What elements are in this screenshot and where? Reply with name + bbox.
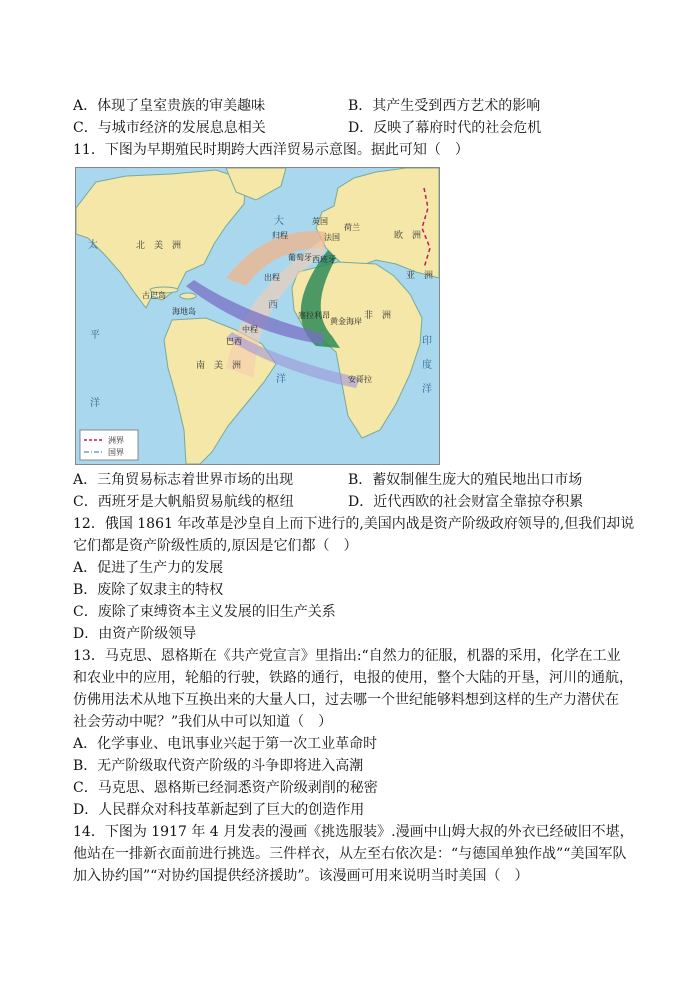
ocean-label-atlantic-1: 大	[274, 216, 284, 227]
label-asia: 亚 洲	[406, 271, 434, 281]
ocean-label-indian-3: 洋	[422, 384, 432, 395]
label-europe: 欧 洲	[394, 231, 422, 241]
q12-stem-line1: 12．俄国 1861 年改革是沙皇自上而下进行的,美国内战是资产阶级政府领导的,但我们却说	[73, 516, 635, 532]
label-portugal: 葡萄牙	[288, 253, 312, 262]
q13-option-c: C．马克思、恩格斯已经洞悉资产阶级剥削的秘密	[73, 780, 378, 796]
ocean-label-pacific-1: 太	[88, 240, 98, 251]
q10-option-c: C．与城市经济的发展息息相关	[73, 120, 266, 136]
q13-stem-line3: 仿佛用法术从地下互换出来的大量人口，过去哪一个世纪能够料想到这样的生产力潜伏在	[73, 692, 619, 708]
label-angola: 安哥拉	[348, 375, 372, 384]
atlantic-trade-map	[75, 167, 440, 465]
q11-option-a: A．三角贸易标志着世界市场的出现	[73, 472, 294, 488]
legend-country-boundary: 国界	[108, 448, 124, 457]
ocean-label-indian-1: 印	[422, 336, 432, 347]
q14-stem-line2: 他站在一排新衣面前进行挑选。三件样衣，从左至右依次是：“与德国单独作战”“美国军队	[73, 846, 627, 862]
label-route-middle: 中程	[242, 325, 258, 334]
q13-option-a: A．化学事业、电讯事业兴起于第一次工业革命时	[73, 736, 378, 752]
label-gold-coast: 黄金海岸	[330, 317, 362, 326]
ocean-label-atlantic-2: 西	[268, 300, 278, 311]
q14-stem-line3: 加入协约国”“对协约国提供经济援助”。该漫画可用来说明当时美国（ ）	[73, 868, 529, 884]
q14-stem-line1: 14．下图为 1917 年 4 月发表的漫画《挑选服装》.漫画中山姆大叔的外衣已经破旧不堪，	[73, 824, 634, 840]
label-france: 法国	[324, 233, 340, 242]
label-africa: 非 洲	[364, 311, 392, 321]
q10-option-d: D．反映了幕府时代的社会危机	[348, 120, 542, 136]
map-svg	[76, 168, 439, 464]
label-sierra-leone: 塞拉利昂	[298, 311, 330, 320]
q12-option-a: A．促进了生产力的发展	[73, 560, 224, 576]
q12-option-b: B．废除了奴隶主的特权	[73, 582, 224, 598]
q12-option-d: D．由资产阶级领导	[73, 626, 197, 642]
label-brazil: 巴西	[226, 337, 242, 346]
q10-option-a: A．体现了皇室贵族的审美趣味	[73, 98, 266, 114]
q13-stem-line1: 13．马克思、恩格斯在《共产党宣言》里指出:“自然力的征服，机器的采用，化学在工业	[73, 648, 621, 664]
q11-stem: 11．下图为早期殖民时期跨大西洋贸易示意图。据此可知（ ）	[73, 142, 469, 158]
ocean-label-pacific-3: 洋	[90, 398, 100, 409]
ocean-label-pacific-2: 平	[90, 330, 100, 341]
label-haiti: 海地岛	[172, 307, 196, 316]
q11-option-b: B．蓄奴制催生庞大的殖民地出口市场	[348, 472, 583, 488]
q12-option-c: C．废除了束缚资本主义发展的旧生产关系	[73, 604, 336, 620]
label-south-america: 南 美 洲	[196, 361, 242, 371]
legend-continent-boundary: 洲界	[108, 436, 124, 445]
q13-option-d: D．人民群众对科技革新起到了巨大的创造作用	[73, 802, 365, 818]
q11-option-c: C．西班牙是大帆船贸易航线的枢纽	[73, 494, 294, 510]
ocean-label-atlantic-3: 洋	[276, 374, 286, 385]
label-cuba: 古巴岛	[142, 291, 166, 300]
q13-option-b: B．无产阶级取代资产阶级的斗争即将进入高潮	[73, 758, 364, 774]
label-britain: 英国	[312, 217, 328, 226]
q12-stem-line2: 它们都是资产阶级性质的,原因是它们都（ ）	[73, 538, 358, 554]
label-netherlands: 荷兰	[344, 223, 360, 232]
q13-stem-line4: 社会劳动中呢？”我们从中可以知道（ ）	[73, 714, 333, 730]
q13-stem-line2: 和农业中的应用，轮船的行驶，铁路的通行，电报的使用，整个大陆的开垦，河川的通航，	[73, 670, 633, 686]
label-north-america: 北 美 洲	[136, 241, 182, 251]
label-route-return: 归程	[272, 231, 288, 240]
q10-option-b: B．其产生受到西方艺术的影响	[348, 98, 541, 114]
label-spain: 西班牙	[312, 255, 336, 264]
ocean-label-indian-2: 度	[422, 360, 432, 371]
label-route-outbound: 出程	[264, 273, 280, 282]
q11-option-d: D．近代西欧的社会财富全靠掠夺积累	[348, 494, 584, 510]
